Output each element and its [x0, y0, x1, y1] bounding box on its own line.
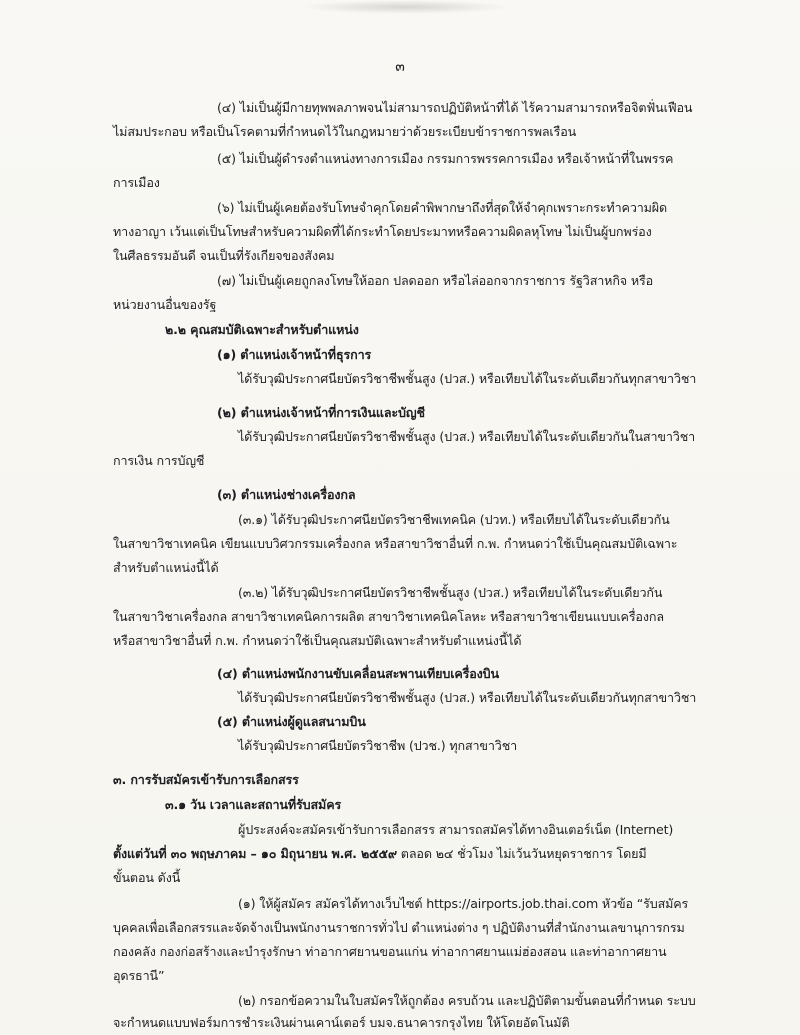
text-line: อุดรธานี” — [113, 968, 165, 983]
position-heading: (๒) ตำแหน่งเจ้าหน้าที่การเงินและบัญชี — [217, 405, 425, 420]
text-line: ผู้ประสงค์จะสมัครเข้ารับการเลือกสรร สามารถสมัครได้ทางอินเตอร์เน็ต (Internet) — [238, 822, 674, 837]
text-line: หน่วยงานอื่นของรัฐ — [113, 297, 217, 312]
text-line: (๓.๑) ได้รับวุฒิประกาศนียบัตรวิชาชีพเทคนิค (ปวท.) หรือเทียบได้ในระดับเดียวกัน — [238, 512, 670, 527]
text-line: ได้รับวุฒิประกาศนียบัตรวิชาชีพชั้นสูง (ปวส.) หรือเทียบได้ในระดับเดียวกันในสาขาวิชา — [238, 429, 696, 444]
text-line: (๑) ให้ผู้สมัคร สมัครได้ทางเว็บไซต์ https://airports.job.thai.com หัวข้อ “รับสมัคร — [238, 896, 689, 911]
text-line: ในสาขาวิชาเทคนิค เขียนแบบวิศวกรรมเครื่องกล หรือสาขาวิชาอื่นที่ ก.พ. กำหนดว่าใช้เป็นคุณสมบัติเฉพาะ — [113, 536, 678, 551]
position-heading: (๑) ตำแหน่งเจ้าหน้าที่ธุรการ — [217, 347, 372, 362]
position-heading: (๕) ตำแหน่งผู้ดูแลสนามบิน — [217, 714, 366, 729]
text-line: ได้รับวุฒิประกาศนียบัตรวิชาชีพชั้นสูง (ปวส.) หรือเทียบได้ในระดับเดียวกันทุกสาขาวิชา — [238, 371, 697, 386]
page-number: ๓ — [395, 59, 405, 75]
text-line: ในสาขาวิชาเครื่องกล สาขาวิชาเทคนิคการผลิต สาขาวิชาเทคนิคโลหะ หรือสาขาวิชาเขียนแบบเครื่องกล — [113, 609, 664, 624]
text-line: ไม่สมประกอบ หรือเป็นโรคตามที่กำหนดไว้ในกฎหมายว่าด้วยระเบียบข้าราชการพลเรือน — [113, 124, 577, 139]
text-line: (๔) ไม่เป็นผู้มีกายทุพพลภาพจนไม่สามารถปฏิบัติหน้าที่ได้ ไร้ความสามารถหรือจิตฟั่นเฟือน — [217, 100, 693, 115]
text-line: (๖) ไม่เป็นผู้เคยต้องรับโทษจำคุกโดยคำพิพากษาถึงที่สุดให้จำคุกเพราะกระทำความผิด — [217, 200, 668, 215]
subsection-heading: ๓.๑ วัน เวลาและสถานที่รับสมัคร — [165, 797, 342, 812]
application-period: ตั้งแต่วันที่ ๓๐ พฤษภาคม – ๑๐ มิถุนายน พ.ศ. ๒๕๕๙ — [113, 846, 397, 861]
section-heading: ๒.๒ คุณสมบัติเฉพาะสำหรับตำแหน่ง — [165, 322, 359, 337]
text-line: (๓.๒) ได้รับวุฒิประกาศนียบัตรวิชาชีพชั้นสูง (ปวส.) หรือเทียบได้ในระดับเดียวกัน — [238, 585, 663, 600]
text-line: กองคลัง กองก่อสร้างและบำรุงรักษา ท่าอากาศยานขอนแก่น ท่าอากาศยานแม่ฮ่องสอน และท่าอากาศยาน — [113, 944, 667, 959]
text-line: หรือสาขาวิชาอื่นที่ ก.พ. กำหนดว่าใช้เป็นคุณสมบัติเฉพาะสำหรับตำแหน่งนี้ได้ — [113, 633, 522, 648]
text-line: บุคคลเพื่อเลือกสรรและจัดจ้างเป็นพนักงานราชการทั่วไป ตำแหน่งต่าง ๆ ปฏิบัติงานที่สำนักงานเลขานุการกรม — [113, 920, 685, 935]
section-heading: ๓. การรับสมัครเข้ารับการเลือกสรร — [113, 772, 299, 787]
text-line — [113, 846, 647, 862]
position-heading: (๔) ตำแหน่งพนักงานขับเคลื่อนสะพานเทียบเครื่องบิน — [217, 666, 499, 681]
scan-smudge — [300, 0, 510, 14]
text-line: ในศีลธรรมอันดี จนเป็นที่รังเกียจของสังคม — [113, 248, 335, 263]
text-line: จะกำหนดแบบฟอร์มการชำระเงินผ่านเคาน์เตอร์ บมจ.ธนาคารกรุงไทย ให้โดยอัตโนมัติ — [113, 1015, 570, 1030]
text-line: ขั้นตอน ดังนี้ — [113, 870, 181, 885]
text-line: ทางอาญา เว้นแต่เป็นโทษสำหรับความผิดที่ได้กระทำโดยประมาทหรือความผิดลหุโทษ ไม่เป็นผู้บกพร่อง — [113, 224, 652, 239]
text-line: สำหรับตำแหน่งนี้ได้ — [113, 560, 219, 575]
application-hours: ตลอด ๒๔ ชั่วโมง ไม่เว้นวันหยุดราชการ โดยมี — [396, 846, 647, 861]
text-line: การเงิน การบัญชี — [113, 453, 205, 468]
text-line: การเมือง — [113, 175, 160, 190]
text-line: (๕) ไม่เป็นผู้ดำรงตำแหน่งทางการเมือง กรรมการพรรคการเมือง หรือเจ้าหน้าที่ในพรรค — [217, 151, 674, 166]
text-line: ได้รับวุฒิประกาศนียบัตรวิชาชีพชั้นสูง (ปวส.) หรือเทียบได้ในระดับเดียวกันทุกสาขาวิชา — [238, 690, 697, 705]
text-line: ได้รับวุฒิประกาศนียบัตรวิชาชีพ (ปวช.) ทุกสาขาวิชา — [238, 738, 518, 753]
text-line: (๗) ไม่เป็นผู้เคยถูกลงโทษให้ออก ปลดออก หรือไล่ออกจากราชการ รัฐวิสาหกิจ หรือ — [217, 273, 654, 288]
position-heading: (๓) ตำแหน่งช่างเครื่องกล — [217, 487, 356, 502]
text-line: (๒) กรอกข้อความในใบสมัครให้ถูกต้อง ครบถ้วน และปฏิบัติตามขั้นตอนที่กำหนด ระบบ — [238, 993, 696, 1008]
